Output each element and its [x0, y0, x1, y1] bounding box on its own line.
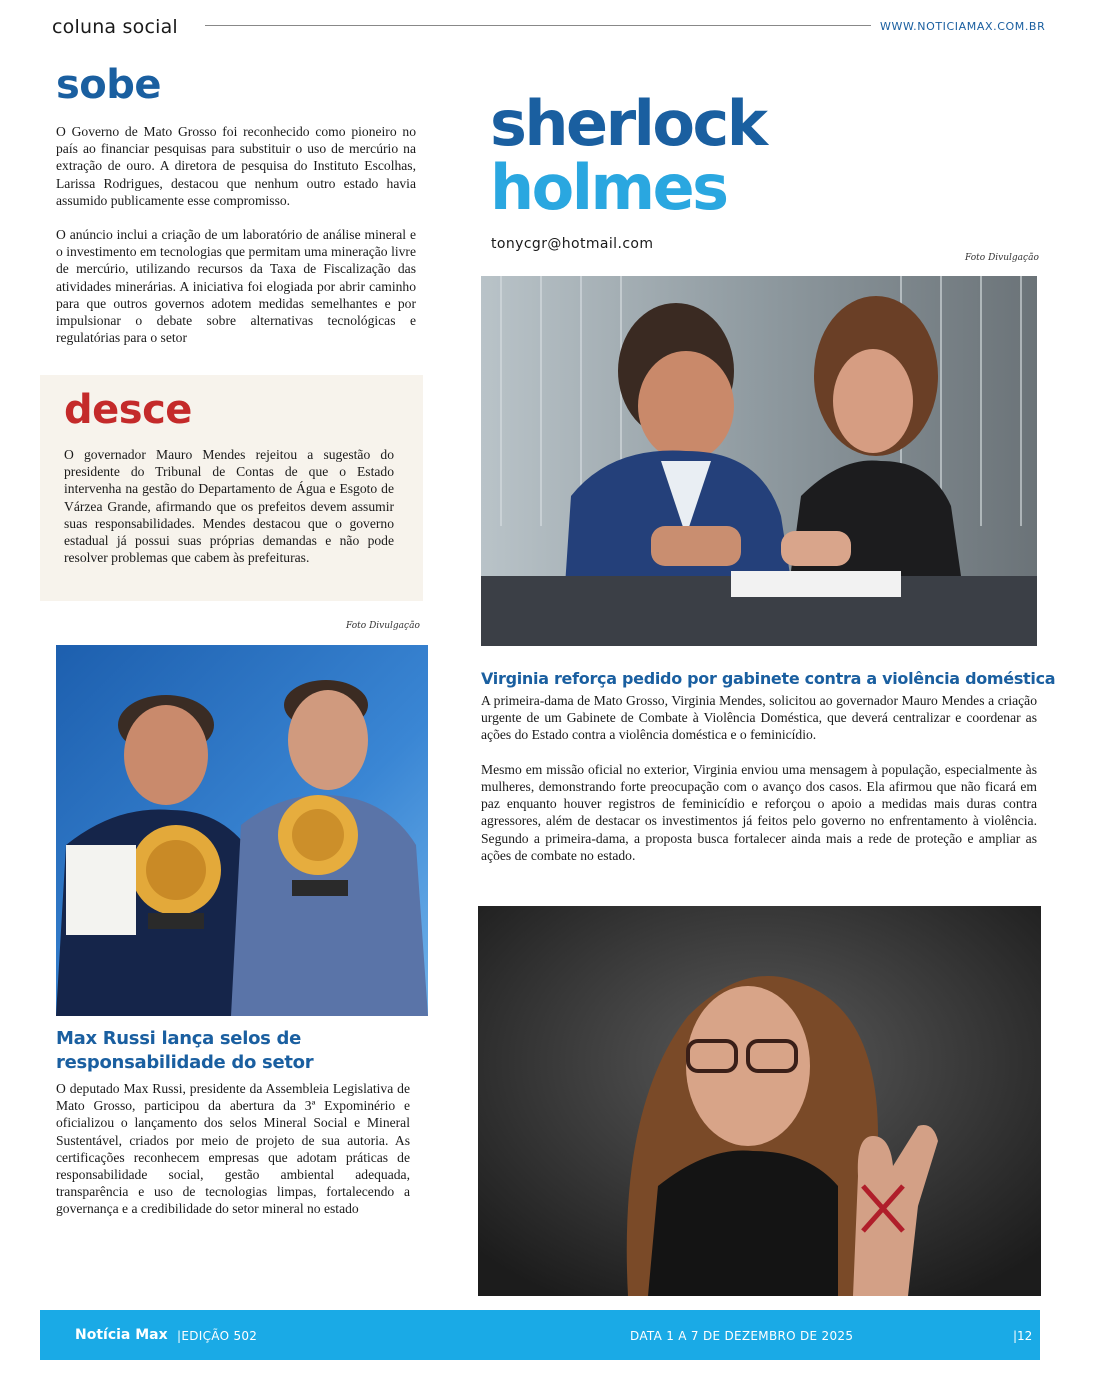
footer-brand: Notícia Max — [75, 1327, 168, 1343]
sobe-article — [56, 123, 416, 363]
site-url[interactable]: WWW.NOTICIAMAX.COM.BR — [880, 20, 1046, 33]
footer-page-number: |12 — [1013, 1329, 1033, 1343]
footer-date: DATA 1 A 7 DE DEZEMBRO DE 2025 — [630, 1329, 854, 1343]
column-email[interactable]: tonycgr@hotmail.com — [491, 236, 654, 252]
sobe-paragraph-2: O anúncio inclui a criação de um laboratório de análise mineral e o investimento em tecnologias que permitam uma mineração livre de mercúrio, utilizando recursos da Taxa de Fiscalização das atividades minerárias. A iniciativa foi elogiada por abrir caminho para que outros governos adotem medidas semelhantes e por impulsionar o debate sobre alternativas tecnológicas e regulatórias para o setor — [56, 227, 416, 346]
column-title — [490, 87, 766, 224]
sobe-kicker: sobe — [56, 62, 162, 108]
desce-paragraph: O governador Mauro Mendes rejeitou a sugestão do presidente do Tribunal de Contas de que o Estado intervenha na gestão do Departamento de Água e Esgoto de Várzea Grande, afirmando que os prefeitos devem assumir suas responsabilidades. Mendes destacou que o governo estadual já possui suas próprias demandas e não pode resolver problemas que cabem às prefeituras. — [64, 447, 394, 566]
virginia-article — [481, 692, 1037, 881]
photo-award — [56, 645, 428, 1016]
photo-credit-left: Foto Divulgação — [346, 621, 420, 631]
photo-signing — [481, 276, 1037, 646]
virginia-headline: Virginia reforça pedido por gabinete contra a violência doméstica — [481, 669, 1056, 688]
desce-kicker: desce — [64, 387, 192, 433]
section-label: coluna social — [52, 16, 178, 38]
footer-bar — [40, 1310, 1040, 1360]
photo-portrait — [478, 906, 1041, 1296]
header-divider — [205, 25, 871, 26]
max-headline: Max Russi lança selos de responsabilidade do setor — [56, 1028, 314, 1073]
footer-edition: |EDIÇÃO 502 — [177, 1329, 258, 1343]
max-paragraph: O deputado Max Russi, presidente da Assembleia Legislativa de Mato Grosso, participou da abertura da 3ª Expominério e oficializou o lançamento dos selos Mineral Social e Mineral Sustentável, criados por meio de projeto de sua autoria. As certificações reconhecem empresas que adotam práticas de responsabilidade social, gestão ambiental adequada, transparência e uso de tecnologias limpas, fortalecendo a governança e a credibilidade do setor mineral no estado — [56, 1081, 410, 1217]
column-title-line2: holmes — [490, 151, 727, 224]
photo-credit-top: Foto Divulgação — [965, 253, 1039, 263]
column-title-line1: sherlock — [490, 87, 766, 160]
virginia-paragraph-1: A primeira-dama de Mato Grosso, Virginia Mendes, solicitou ao governador Mauro Mendes a criação urgente de um Gabinete de Combate à Violência Doméstica, que deverá centralizar e coordenar as ações do Estado contra a violência doméstica e o feminicídio. — [481, 693, 1037, 743]
sobe-paragraph-1: O Governo de Mato Grosso foi reconhecido como pioneiro no país ao financiar pesquisas para substituir o uso de mercúrio na extração de ouro. A diretora de pesquisa do Instituto Escolhas, Larissa Rodrigues, destacou que nenhum outro estado havia assumido publicamente esse compromisso. — [56, 124, 416, 208]
virginia-paragraph-2: Mesmo em missão oficial no exterior, Virginia enviou uma mensagem à população, especialmente às mulheres, demonstrando forte preocupação com o avanço dos casos. Ela afirmou que não ficará em paz enquanto houver registros de feminicídio e reforçou o apoio a medidas mais duras contra agressores, além de destacar os investimentos já feitos pelo governo no enfrentamento à violência. Segundo a primeira-dama, a proposta busca fortalecer ainda mais a rede de proteção e ampliar as ações de combate no estado. — [481, 761, 1037, 863]
